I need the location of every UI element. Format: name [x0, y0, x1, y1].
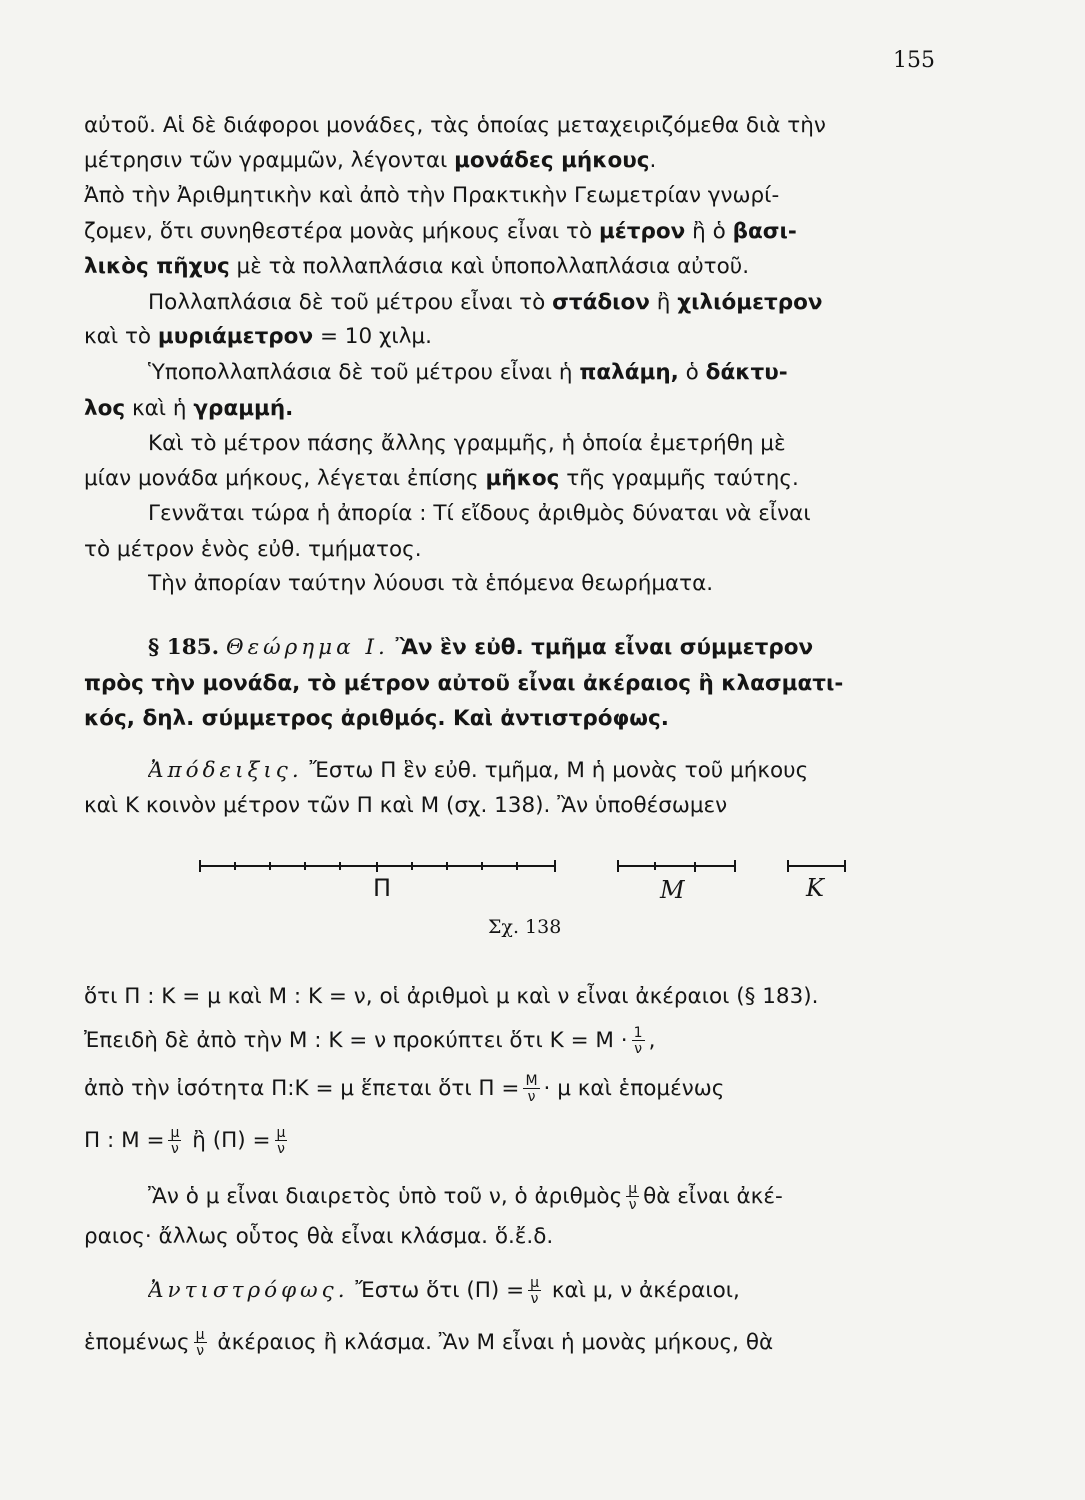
fraction-m-over-nu: $\frac{M}{\nu}$	[525, 1074, 538, 1104]
text-line: μίαν μονάδα μήκους, λέγεται ἐπίσης μῆκος τῆς γραμμῆς ταύτης.	[84, 466, 799, 491]
label-p: Π	[373, 874, 392, 902]
segment-figure	[190, 850, 870, 910]
text-line: λος καὶ ἡ γραμμή.	[84, 396, 294, 421]
math-line: Π : Μ = $\frac{\mu}{\nu}$ ἢ (Π) = $\frac{\mu}{\nu}$	[84, 1126, 286, 1156]
text-line: Καὶ τὸ μέτρον πάσης ἄλλης γραμμῆς, ἡ ὁποία ἐμετρήθη μὲ	[148, 431, 786, 456]
theorem-label: Θεώρημα Ι.	[225, 635, 389, 660]
text-line: καὶ τὸ μυριάμετρον = 10 χιλμ.	[84, 324, 432, 349]
converse-line: ἑπομένως $\frac{\mu}{\nu}$ ἀκέραιος ἢ κλάσμα. Ἂν Μ εἶναι ἡ μονὰς μήκους, θὰ	[84, 1328, 774, 1358]
text-line: Γεννᾶται τώρα ἡ ἀπορία : Τί εἴδους ἀριθμὸς δύναται νὰ εἶναι	[148, 501, 811, 526]
text-line: Ὑποπολλαπλάσια δὲ τοῦ μέτρου εἶναι ἡ παλάμη, ὁ δάκτυ-	[148, 360, 788, 385]
text-line: Ἀπὸ τὴν Ἀριθμητικὴν καὶ ἀπὸ τὴν Πρακτικὴν Γεωμετρίαν γνωρί-	[84, 183, 780, 208]
proof-line: καὶ Κ κοινὸν μέτρον τῶν Π καὶ Μ (σχ. 138). Ἂν ὑποθέσωμεν	[84, 793, 728, 818]
text-line: αὐτοῦ. Αἱ δὲ διάφοροι μονάδες, τὰς ὁποίας μεταχειριζόμεθα διὰ τὴν	[84, 113, 826, 138]
section-number: § 185.	[148, 635, 220, 660]
math-line: ὅτι Π : Κ = μ καὶ Μ : Κ = ν, οἱ ἀριθμοὶ μ καὶ ν εἶναι ἀκέραιοι (§ 183).	[84, 984, 819, 1009]
fraction-mu-over-nu: $\frac{\mu}{\nu}$	[195, 1328, 205, 1358]
text-line: τὸ μέτρον ἑνὸς εὐθ. τμήματος.	[84, 537, 422, 562]
theorem-text: κός, δηλ. σύμμετρος ἀριθμός. Καὶ ἀντιστρόφως.	[84, 706, 669, 731]
theorem-text: πρὸς τὴν μονάδα, τὸ μέτρον αὐτοῦ εἶναι ἀκέραιος ἢ κλασματι-	[84, 671, 844, 696]
text-line: ζομεν, ὅτι συνηθεστέρα μονὰς μήκους εἶναι τὸ μέτρον ἢ ὁ βασι-	[84, 219, 797, 244]
page-number: 155	[893, 48, 935, 73]
math-line: Ἂν ὁ μ εἶναι διαιρετὸς ὑπὸ τοῦ ν, ὁ ἀριθμὸς $\frac{\mu}{\nu}$ θὰ εἶναι ἀκέ-	[148, 1182, 783, 1212]
text-line: μέτρησιν τῶν γραμμῶν, λέγονται μονάδες μήκους.	[84, 148, 657, 173]
converse-label: Ἀντιστρόφως.	[148, 1278, 349, 1303]
figure-caption: Σχ. 138	[488, 916, 562, 938]
proof-label: Ἀπόδειξις.	[148, 758, 303, 783]
theorem-heading: § 185. Θεώρημα Ι. Ἂν ἓν εὐθ. τμῆμα εἶναι σύμμετρον	[148, 635, 814, 660]
text-line: Τὴν ἀπορίαν ταύτην λύουσι τὰ ἑπόμενα θεωρήματα.	[148, 571, 714, 596]
proof-line: Ἀπόδειξις. Ἔστω Π ἓν εὐθ. τμῆμα, Μ ἡ μονὰς τοῦ μήκους	[148, 758, 809, 783]
label-m: Μ	[660, 876, 685, 904]
text-line: λικὸς πῆχυς μὲ τὰ πολλαπλάσια καὶ ὑποπολλαπλάσια αὐτοῦ.	[84, 254, 750, 279]
fraction-mu-over-nu: $\frac{\mu}{\nu}$	[170, 1126, 180, 1156]
fraction-1-over-nu: $\frac{1}{\nu}$	[633, 1026, 643, 1056]
math-line: Ἐπειδὴ δὲ ἀπὸ τὴν Μ : Κ = ν προκύπτει ὅτι Κ = Μ · $\frac{1}{\nu}$ ,	[84, 1026, 656, 1056]
text-line: Πολλαπλάσια δὲ τοῦ μέτρου εἶναι τὸ στάδιον ἢ χιλιόμετρον	[148, 290, 823, 315]
fraction-mu-over-nu: $\frac{\mu}{\nu}$	[530, 1276, 540, 1306]
converse-line: Ἀντιστρόφως. Ἔστω ὅτι (Π) = $\frac{\mu}{\nu}$ καὶ μ, ν ἀκέραιοι,	[148, 1276, 740, 1306]
label-k: Κ	[806, 874, 824, 902]
math-line: ραιος· ἄλλως οὗτος θὰ εἶναι κλάσμα. ὅ.ἔ.δ.	[84, 1224, 554, 1249]
fraction-mu-over-nu: $\frac{\mu}{\nu}$	[276, 1126, 286, 1156]
fraction-mu-over-nu: $\frac{\mu}{\nu}$	[628, 1182, 638, 1212]
math-line: ἀπὸ τὴν ἰσότητα Π:Κ = μ ἕπεται ὅτι Π = $\frac{M}{\nu}$ · μ καὶ ἑπομένως	[84, 1074, 725, 1104]
term-length-units: μονάδες μήκους	[454, 148, 650, 173]
